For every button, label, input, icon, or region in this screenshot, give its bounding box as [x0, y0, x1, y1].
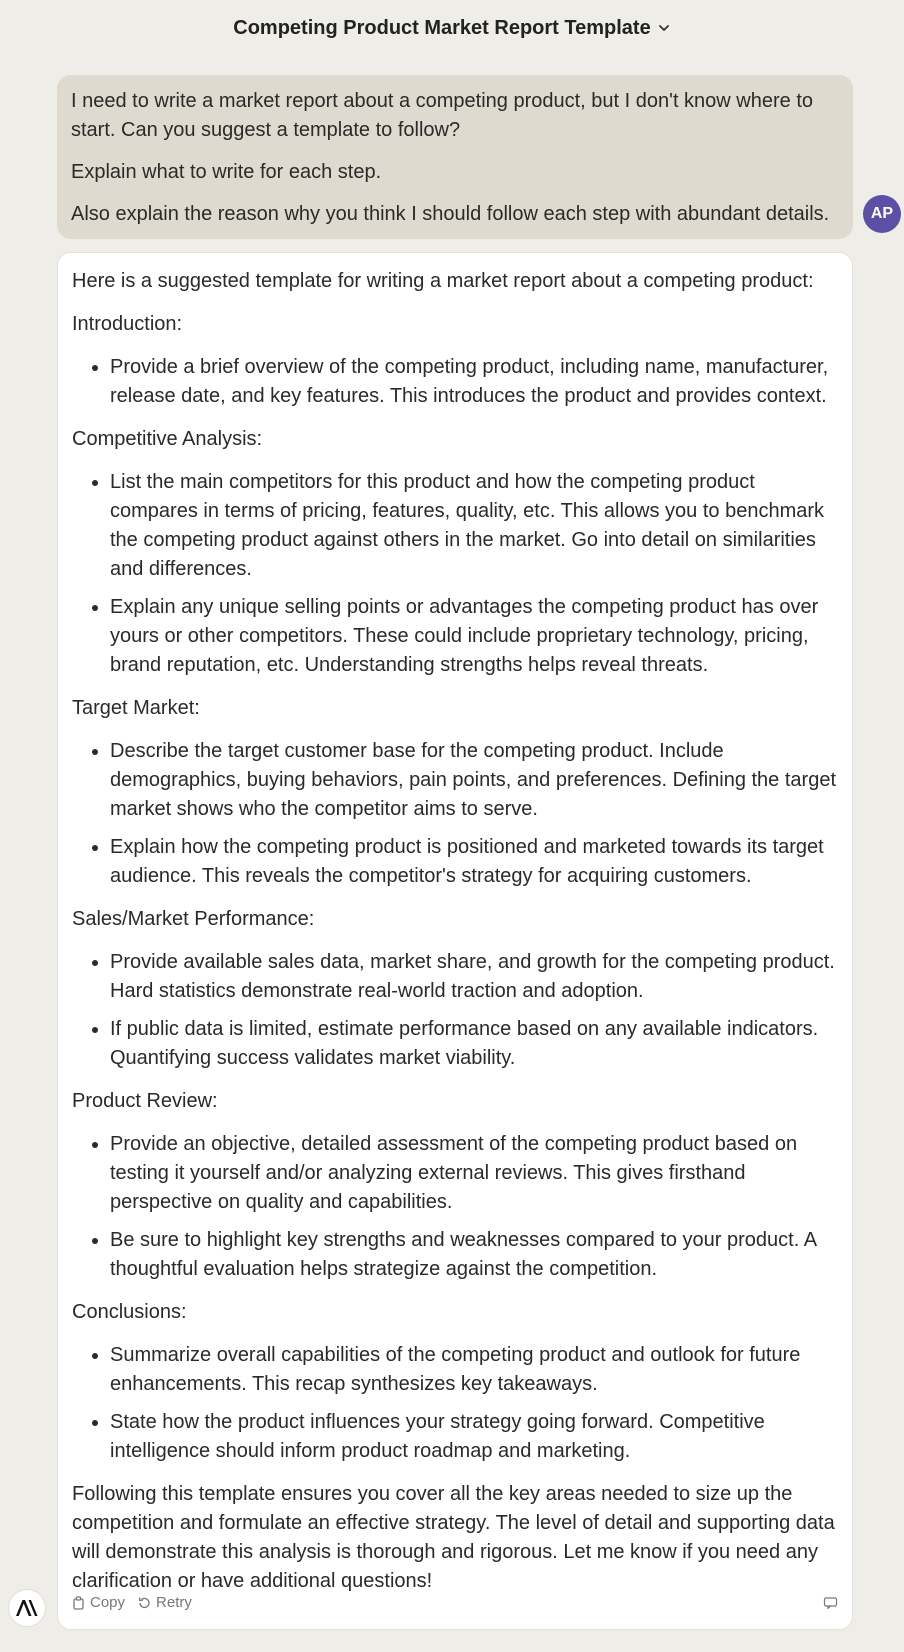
list-item: • Explain how the competing product is positioned and marketed towards its target audience. This reveals the competitor's strategy for acquiring customers.	[110, 833, 838, 891]
user-avatar[interactable]: AP	[863, 195, 901, 233]
conversation-title: Competing Product Market Report Template	[233, 16, 651, 39]
user-message-paragraph: I need to write a market report about a competing product, but I don't know where to start. Can you suggest a template to follow?	[71, 90, 814, 141]
bullet-list	[72, 737, 838, 891]
section-heading: Product Review:	[72, 1090, 218, 1112]
list-item: • State how the product influences your strategy going forward. Competitive intelligence should inform product roadmap and marketing.	[110, 1408, 838, 1466]
anthropic-logo[interactable]	[8, 1589, 46, 1627]
section-heading: Sales/Market Performance:	[72, 908, 315, 930]
top-bar	[0, 0, 904, 56]
assistant-outro: Following this template ensures you cover all the key areas needed to size up the competition and formulate an effective strategy. The level of detail and supporting data will demonstrate this analysis is thorough and rigorous. Let me know if you need any clarification or have additional questions!	[72, 1483, 835, 1592]
list-item: • Be sure to highlight key strengths and weaknesses compared to your product. A thoughtful evaluation helps strategize against the competition.	[110, 1226, 838, 1284]
copy-icon	[72, 1596, 85, 1610]
feedback-button[interactable]	[823, 1596, 838, 1610]
bullet-list	[72, 468, 838, 680]
list-item: • Summarize overall capabilities of the competing product and outlook for future enhancements. This recap synthesizes key takeaways.	[110, 1341, 838, 1399]
thumbs-down-icon	[823, 1596, 838, 1610]
user-message	[57, 75, 853, 239]
conversation-title-button[interactable]	[233, 17, 670, 40]
bullet-list	[72, 948, 838, 1073]
section-heading: Introduction:	[72, 313, 183, 335]
list-item: • Describe the target customer base for the competing product. Include demographics, buying behaviors, pain points, and preferences. Defining the target market shows who the competitor aims to serve.	[110, 737, 838, 824]
section-heading: Target Market:	[72, 697, 200, 719]
list-item: • Provide an objective, detailed assessment of the competing product based on testing it yourself and/or analyzing external reviews. This gives firsthand perspective on quality and capabilities.	[110, 1130, 838, 1217]
list-item: • Explain any unique selling points or advantages the competing product has over yours or other competitors. These could include proprietary technology, pricing, brand reputation, etc. Understanding strengths helps reveal threats.	[110, 593, 838, 680]
user-message-paragraph: Explain what to write for each step.	[71, 161, 382, 183]
bullet-list	[72, 1341, 838, 1466]
copy-button[interactable]	[72, 1588, 125, 1617]
message-actions	[72, 1588, 838, 1617]
list-item: • Provide available sales data, market share, and growth for the competing product. Hard statistics demonstrate real-world traction and adoption.	[110, 948, 838, 1006]
assistant-intro: Here is a suggested template for writing a market report about a competing product:	[72, 270, 814, 292]
retry-button[interactable]	[137, 1588, 192, 1617]
copy-label: Copy	[90, 1594, 126, 1611]
section-heading: Competitive Analysis:	[72, 428, 263, 450]
chevron-down-icon	[657, 21, 671, 35]
retry-icon	[137, 1596, 151, 1610]
list-item: • List the main competitors for this product and how the competing product compares in terms of pricing, features, quality, etc. This allows you to benchmark the competing product against others in the market. Go into detail on similarities and differences.	[110, 468, 838, 584]
bullet-list	[72, 1130, 838, 1284]
anthropic-logo-icon	[14, 1598, 40, 1618]
section-heading: Conclusions:	[72, 1301, 187, 1323]
bullet-list	[72, 353, 838, 411]
list-item: • Provide a brief overview of the competing product, including name, manufacturer, release date, and key features. This introduces the product and provides context.	[110, 353, 838, 411]
list-item: • If public data is limited, estimate performance based on any available indicators. Quantifying success validates market viability.	[110, 1015, 838, 1073]
user-message-paragraph: Also explain the reason why you think I should follow each step with abundant details.	[71, 203, 830, 225]
assistant-message	[57, 252, 853, 1630]
retry-label: Retry	[156, 1594, 192, 1611]
